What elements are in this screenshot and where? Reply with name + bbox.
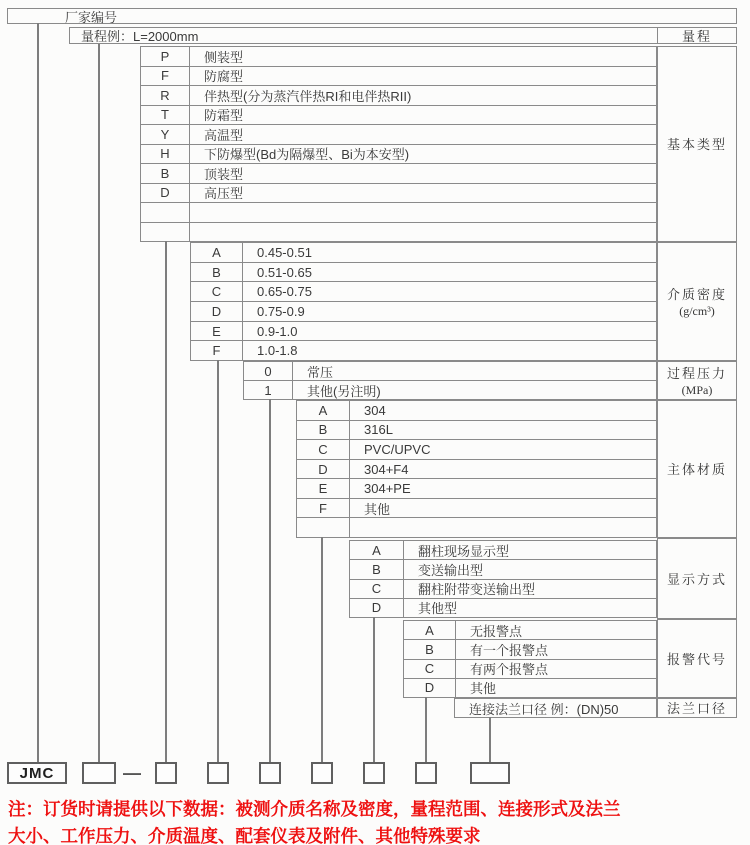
- table-row: [297, 421, 656, 441]
- description-cell: 0.51-0.65: [257, 264, 312, 280]
- description-cell: 常压: [307, 364, 334, 380]
- table-row: [297, 440, 656, 460]
- table-row: [141, 164, 656, 184]
- alarm-table: [403, 620, 657, 698]
- model-code-box-pressure: [259, 762, 281, 784]
- table-row: [141, 125, 656, 145]
- code-cell: F: [141, 67, 190, 86]
- description-cell: 1.0-1.8: [257, 343, 298, 359]
- table-row: [404, 660, 656, 679]
- connector-line: [165, 241, 167, 762]
- category-label-material: 主体材质: [657, 400, 737, 538]
- description-cell: 伴热型(分为蒸汽伴热RI和电伴热RII): [204, 88, 412, 104]
- category-label-pressure: 过程压力 (MPa): [657, 361, 737, 400]
- model-code-box-range: [82, 762, 116, 784]
- order-note: [8, 796, 748, 845]
- connector-line: [321, 537, 323, 762]
- description-cell: 其他(另注明): [307, 383, 381, 399]
- description-cell: 有两个报警点: [470, 662, 549, 678]
- description-cell: 304: [364, 402, 386, 418]
- description-cell: 有一个报警点: [470, 642, 549, 658]
- code-cell: H: [141, 145, 190, 164]
- category-label-density: 介质密度 (g/cm³): [657, 242, 737, 361]
- description-cell: 其他: [364, 501, 391, 517]
- code-cell: B: [297, 421, 350, 440]
- code-cell: C: [350, 580, 404, 598]
- table-row: [141, 223, 656, 242]
- category-label-alarm: 报警代号: [657, 619, 737, 698]
- description-cell: 0.65-0.75: [257, 284, 312, 300]
- code-cell: [141, 223, 190, 242]
- description-cell: 316L: [364, 422, 393, 438]
- code-cell: B: [404, 640, 456, 658]
- table-row: [141, 106, 656, 126]
- table-row: [141, 203, 656, 223]
- table-row: [350, 541, 656, 560]
- manufacturer-label: 厂家编号: [65, 9, 118, 25]
- code-cell: E: [297, 479, 350, 498]
- code-cell: 1: [244, 381, 293, 399]
- description-cell: 翻柱现场显示型: [418, 543, 510, 559]
- table-row: [244, 381, 656, 399]
- density-table: [190, 242, 657, 361]
- description-cell: 其他型: [418, 601, 458, 617]
- code-cell: C: [297, 440, 350, 459]
- code-cell: D: [404, 679, 456, 697]
- connector-line: [373, 617, 375, 762]
- code-cell: [141, 203, 190, 222]
- connector-line: [269, 399, 271, 762]
- description-cell: 304+PE: [364, 481, 411, 497]
- code-cell: B: [350, 560, 404, 578]
- connector-line: [98, 44, 100, 762]
- code-cell: Y: [141, 125, 190, 144]
- table-row: [297, 499, 656, 519]
- table-row: [141, 67, 656, 87]
- table-row: [141, 184, 656, 204]
- connector-line: [489, 717, 491, 762]
- description-cell: 其他: [470, 681, 497, 697]
- description-cell: 0.9-1.0: [257, 323, 298, 339]
- code-cell: A: [350, 541, 404, 559]
- table-row: [297, 401, 656, 421]
- model-code-box-flange: [470, 762, 510, 784]
- code-cell: A: [404, 621, 456, 639]
- description-cell: 0.75-0.9: [257, 303, 305, 319]
- code-cell: B: [141, 164, 190, 183]
- code-cell: P: [141, 47, 190, 66]
- category-label-basic-type: 基本类型: [657, 46, 737, 242]
- description-cell: 无报警点: [470, 623, 523, 639]
- model-code-box-alarm: [415, 762, 437, 784]
- table-row: [350, 580, 656, 599]
- table-row: [297, 518, 656, 537]
- model-code-box-density: [207, 762, 229, 784]
- description-cell: 侧装型: [204, 49, 244, 65]
- table-row: [191, 322, 656, 342]
- category-label-range: 量程: [657, 27, 737, 44]
- description-cell: PVC/UPVC: [364, 441, 431, 457]
- table-row: [350, 560, 656, 579]
- code-cell: D: [350, 599, 404, 617]
- order-note-line2: 大小、工作压力、介质温度、配套仪表及附件、其他特殊要求: [8, 826, 481, 845]
- description-cell: [190, 223, 656, 242]
- description-cell: 高压型: [204, 186, 244, 202]
- code-cell: A: [297, 401, 350, 420]
- table-row: [191, 263, 656, 283]
- basic-type-table: [140, 46, 657, 242]
- connector-line: [217, 360, 219, 762]
- table-row: [141, 47, 656, 67]
- code-cell: R: [141, 86, 190, 105]
- category-label-display: 显示方式: [657, 538, 737, 619]
- range-row: [69, 27, 737, 44]
- table-row: [244, 362, 656, 381]
- code-cell: [297, 518, 350, 537]
- table-row: [191, 341, 656, 360]
- model-code-box-display: [363, 762, 385, 784]
- code-cell: D: [141, 184, 190, 203]
- code-cell: D: [191, 302, 243, 321]
- table-row: [191, 302, 656, 322]
- order-note-line1: 注：订货时请提供以下数据：被测介质名称及密度，量程范围、连接形式及法兰: [8, 799, 621, 819]
- table-row: [141, 86, 656, 106]
- description-cell: [350, 518, 656, 537]
- description-cell: 变送输出型: [418, 562, 484, 578]
- flange-size-row: 连接法兰口径 例：(DN)50: [454, 698, 657, 718]
- connector-line: [425, 697, 427, 762]
- code-cell: F: [297, 499, 350, 518]
- table-row: [297, 460, 656, 480]
- table-row: [141, 145, 656, 165]
- description-cell: 防腐型: [204, 69, 244, 85]
- pressure-table: [243, 361, 657, 400]
- separator-dash: —: [123, 762, 141, 783]
- code-cell: C: [404, 660, 456, 678]
- code-cell: C: [191, 282, 243, 301]
- table-row: [191, 282, 656, 302]
- description-cell: 0.45-0.51: [257, 244, 312, 260]
- table-row: [404, 621, 656, 640]
- description-cell: 翻柱附带变送输出型: [418, 582, 536, 598]
- code-cell: T: [141, 106, 190, 125]
- range-example-label: 量程例：L=2000mm: [81, 29, 199, 44]
- material-table: [296, 400, 657, 538]
- table-row: [404, 679, 656, 697]
- table-row: [404, 640, 656, 659]
- table-row: [191, 243, 656, 263]
- code-cell: 0: [244, 362, 293, 380]
- description-cell: 顶装型: [204, 166, 244, 182]
- description-cell: 下防爆型(Bd为隔爆型、Bi为本安型): [204, 147, 410, 163]
- model-code-box-material: [311, 762, 333, 784]
- description-cell: 高温型: [204, 127, 244, 143]
- code-cell: D: [297, 460, 350, 479]
- code-cell: F: [191, 341, 243, 360]
- jmc-prefix-box: JMC: [7, 762, 67, 784]
- description-cell: 防霜型: [204, 108, 244, 124]
- category-label-flange: 法兰口径: [657, 698, 737, 718]
- display-mode-table: [349, 540, 657, 618]
- code-cell: B: [191, 263, 243, 282]
- description-cell: 304+F4: [364, 461, 409, 477]
- manufacturer-row: [7, 8, 737, 24]
- description-cell: [190, 203, 656, 222]
- code-cell: E: [191, 322, 243, 341]
- code-cell: A: [191, 243, 243, 262]
- table-row: [297, 479, 656, 499]
- table-row: [350, 599, 656, 617]
- connector-line: [37, 23, 39, 762]
- model-code-box-basic: [155, 762, 177, 784]
